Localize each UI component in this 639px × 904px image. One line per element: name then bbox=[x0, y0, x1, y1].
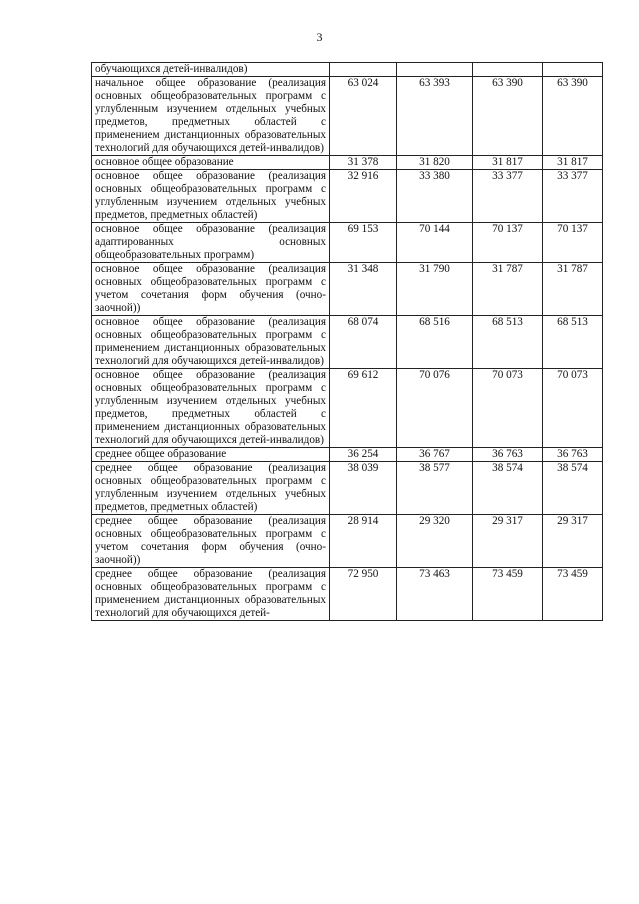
row-value-4: 29 317 bbox=[543, 515, 603, 568]
row-value-4: 70 137 bbox=[543, 223, 603, 263]
table-row bbox=[92, 369, 603, 448]
row-value-4: 36 763 bbox=[543, 448, 603, 462]
row-value-1: 63 024 bbox=[330, 77, 397, 156]
row-value-3: 36 763 bbox=[473, 448, 543, 462]
row-value-2: 29 320 bbox=[397, 515, 473, 568]
row-value-4: 73 459 bbox=[543, 568, 603, 621]
table-row bbox=[92, 156, 603, 170]
row-value-2: 73 463 bbox=[397, 568, 473, 621]
table-row bbox=[92, 63, 603, 77]
table-row bbox=[92, 515, 603, 568]
row-value-1: 36 254 bbox=[330, 448, 397, 462]
row-value-4: 33 377 bbox=[543, 170, 603, 223]
row-value-3: 63 390 bbox=[473, 77, 543, 156]
row-value-3 bbox=[473, 63, 543, 77]
row-value-2: 31 790 bbox=[397, 263, 473, 316]
row-value-1: 31 378 bbox=[330, 156, 397, 170]
row-value-2: 63 393 bbox=[397, 77, 473, 156]
row-value-3: 73 459 bbox=[473, 568, 543, 621]
row-value-3: 70 137 bbox=[473, 223, 543, 263]
row-value-3: 38 574 bbox=[473, 462, 543, 515]
table-body bbox=[92, 63, 603, 621]
row-value-2: 33 380 bbox=[397, 170, 473, 223]
table-row bbox=[92, 316, 603, 369]
row-description: среднее общее образование (реализация основных общеобразовательных программ с учетом сочетания форм обучения (очно-заочной)) bbox=[92, 515, 330, 568]
table-row bbox=[92, 170, 603, 223]
table-row bbox=[92, 223, 603, 263]
row-value-2: 31 820 bbox=[397, 156, 473, 170]
row-value-4: 31 817 bbox=[543, 156, 603, 170]
row-value-3: 68 513 bbox=[473, 316, 543, 369]
row-value-1: 69 153 bbox=[330, 223, 397, 263]
row-value-2: 70 076 bbox=[397, 369, 473, 448]
row-value-2: 68 516 bbox=[397, 316, 473, 369]
row-description: среднее общее образование (реализация основных общеобразовательных программ с углубленным изучением отдельных учебных предметов, предметных областей) bbox=[92, 462, 330, 515]
row-description: начальное общее образование (реализация основных общеобразовательных программ с углубленным изучением отдельных учебных предметов, предметных областей с применением дистанционных образовательных технологий для обучающихся детей-инвалидов) bbox=[92, 77, 330, 156]
row-description: основное общее образование (реализация основных общеобразовательных программ с применением дистанционных образовательных технологий для обучающихся детей-инвалидов) bbox=[92, 316, 330, 369]
table-row bbox=[92, 568, 603, 621]
row-value-1: 32 916 bbox=[330, 170, 397, 223]
row-description: основное общее образование (реализация основных общеобразовательных программ с углубленным изучением отдельных учебных предметов, предметных областей с применением дистанционных образовательных технологий для обучающихся детей-инвалидов) bbox=[92, 369, 330, 448]
row-description: основное общее образование (реализация адаптированных основных общеобразовательных программ) bbox=[92, 223, 330, 263]
row-value-1: 31 348 bbox=[330, 263, 397, 316]
row-value-2 bbox=[397, 63, 473, 77]
row-value-1: 72 950 bbox=[330, 568, 397, 621]
cost-table bbox=[91, 62, 603, 621]
table-row bbox=[92, 263, 603, 316]
row-value-1: 69 612 bbox=[330, 369, 397, 448]
table-row bbox=[92, 448, 603, 462]
row-value-3: 31 787 bbox=[473, 263, 543, 316]
row-value-4: 70 073 bbox=[543, 369, 603, 448]
row-value-2: 70 144 bbox=[397, 223, 473, 263]
row-value-4: 31 787 bbox=[543, 263, 603, 316]
row-description: основное общее образование bbox=[92, 156, 330, 170]
row-value-4: 63 390 bbox=[543, 77, 603, 156]
row-value-2: 38 577 bbox=[397, 462, 473, 515]
row-value-2: 36 767 bbox=[397, 448, 473, 462]
page-number: 3 bbox=[316, 30, 323, 44]
row-description: обучающихся детей-инвалидов) bbox=[92, 63, 330, 77]
table-row bbox=[92, 77, 603, 156]
table-row bbox=[92, 462, 603, 515]
row-value-4: 38 574 bbox=[543, 462, 603, 515]
row-value-3: 70 073 bbox=[473, 369, 543, 448]
row-description: среднее общее образование bbox=[92, 448, 330, 462]
row-value-1: 68 074 bbox=[330, 316, 397, 369]
row-description: среднее общее образование (реализация основных общеобразовательных программ с применением дистанционных образовательных технологий для обучающихся детей- bbox=[92, 568, 330, 621]
row-value-1 bbox=[330, 63, 397, 77]
row-value-3: 31 817 bbox=[473, 156, 543, 170]
row-value-4 bbox=[543, 63, 603, 77]
row-value-4: 68 513 bbox=[543, 316, 603, 369]
row-description: основное общее образование (реализация основных общеобразовательных программ с углубленным изучением отдельных учебных предметов, предметных областей) bbox=[92, 170, 330, 223]
row-value-3: 29 317 bbox=[473, 515, 543, 568]
row-value-3: 33 377 bbox=[473, 170, 543, 223]
row-value-1: 38 039 bbox=[330, 462, 397, 515]
row-value-1: 28 914 bbox=[330, 515, 397, 568]
row-description: основное общее образование (реализация основных общеобразовательных программ с учетом сочетания форм обучения (очно-заочной)) bbox=[92, 263, 330, 316]
